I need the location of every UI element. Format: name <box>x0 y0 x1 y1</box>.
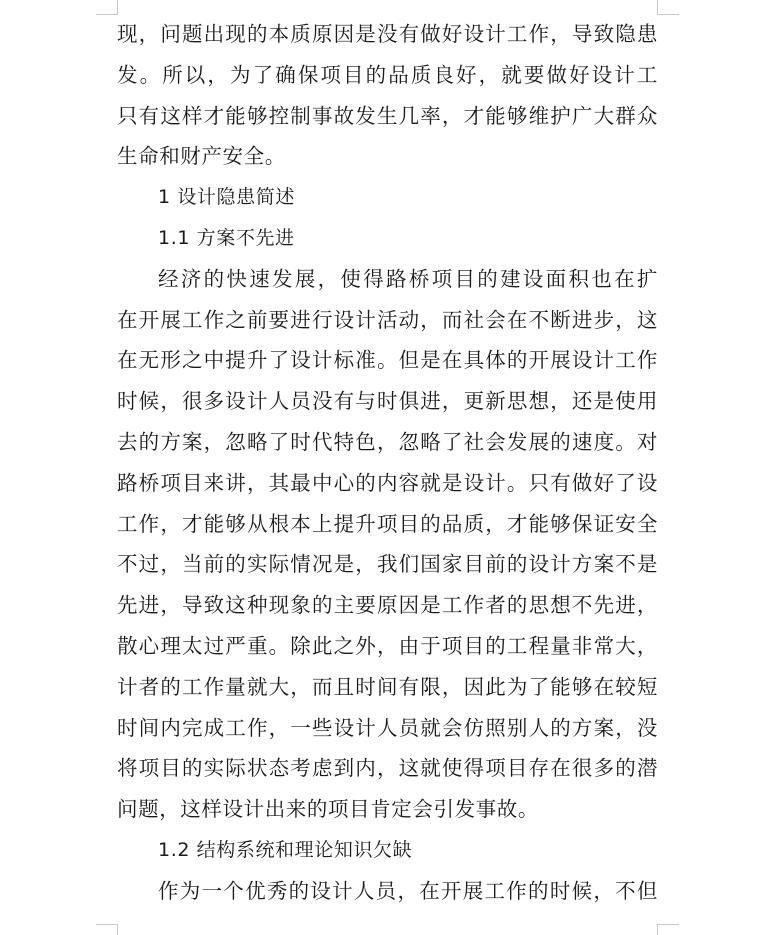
text-line: 散心理太过严重。除此之外，由于项目的工程量非常大， <box>117 633 658 658</box>
crop-mark-top-left <box>96 14 118 15</box>
crop-mark-top-right <box>657 0 658 15</box>
crop-mark-bottom-left <box>96 924 118 925</box>
crop-mark-top-right <box>657 14 679 15</box>
text-line: 在开展工作之前要进行设计活动，而社会在不断进步，这 <box>117 307 658 332</box>
text-line: 发。所以，为了确保项目的品质良好，就要做好设计工 <box>117 62 658 87</box>
text-line: 问题，这样设计出来的项目肯定会引发事故。 <box>117 797 539 822</box>
text-line: 将项目的实际状态考虑到内，这就使得项目存在很多的潜 <box>117 756 658 781</box>
crop-mark-top-left <box>117 0 118 15</box>
text-line: 在无形之中提升了设计标准。但是在具体的开展设计工作 <box>117 348 658 373</box>
document-body <box>117 14 658 912</box>
section-heading: 1 设计隐患简述 <box>158 186 295 209</box>
subsection-heading: 1.2 结构系统和理论知识欠缺 <box>158 838 413 861</box>
crop-mark-bottom-left <box>117 924 118 935</box>
paragraph-first-line: 经济的快速发展，使得路桥项目的建设面积也在扩 <box>158 266 658 291</box>
paragraph-first-line: 作为一个优秀的设计人员，在开展工作的时候，不但 <box>158 878 658 903</box>
text-line: 不过，当前的实际情况是，我们国家目前的设计方案不是 <box>117 552 658 577</box>
subsection-heading: 1.1 方案不先进 <box>158 226 295 249</box>
text-line: 现，问题出现的本质原因是没有做好设计工作，导致隐患 <box>117 22 658 46</box>
text-line: 只有这样才能够控制事故发生几率，才能够维护广大群众 <box>117 103 658 128</box>
text-line: 时间内完成工作，一些设计人员就会仿照别人的方案，没 <box>117 715 658 740</box>
text-line: 路桥项目来讲，其最中心的内容就是设计。只有做好了设 <box>117 470 658 495</box>
text-line: 先进，导致这种现象的主要原因是工作者的思想不先进， <box>117 593 658 618</box>
text-line: 工作，才能够从根本上提升项目的品质，才能够保证安全 <box>117 511 658 536</box>
text-line: 计者的工作量就大，而且时间有限，因此为了能够在较短 <box>117 674 658 699</box>
text-line: 去的方案，忽略了时代特色，忽略了社会发展的速度。对 <box>117 429 658 454</box>
crop-mark-bottom-right <box>657 924 679 925</box>
text-line: 时候，很多设计人员没有与时俱进，更新思想，还是使用 <box>117 389 658 414</box>
crop-mark-bottom-right <box>657 924 658 935</box>
text-line: 生命和财产安全。 <box>117 144 286 169</box>
